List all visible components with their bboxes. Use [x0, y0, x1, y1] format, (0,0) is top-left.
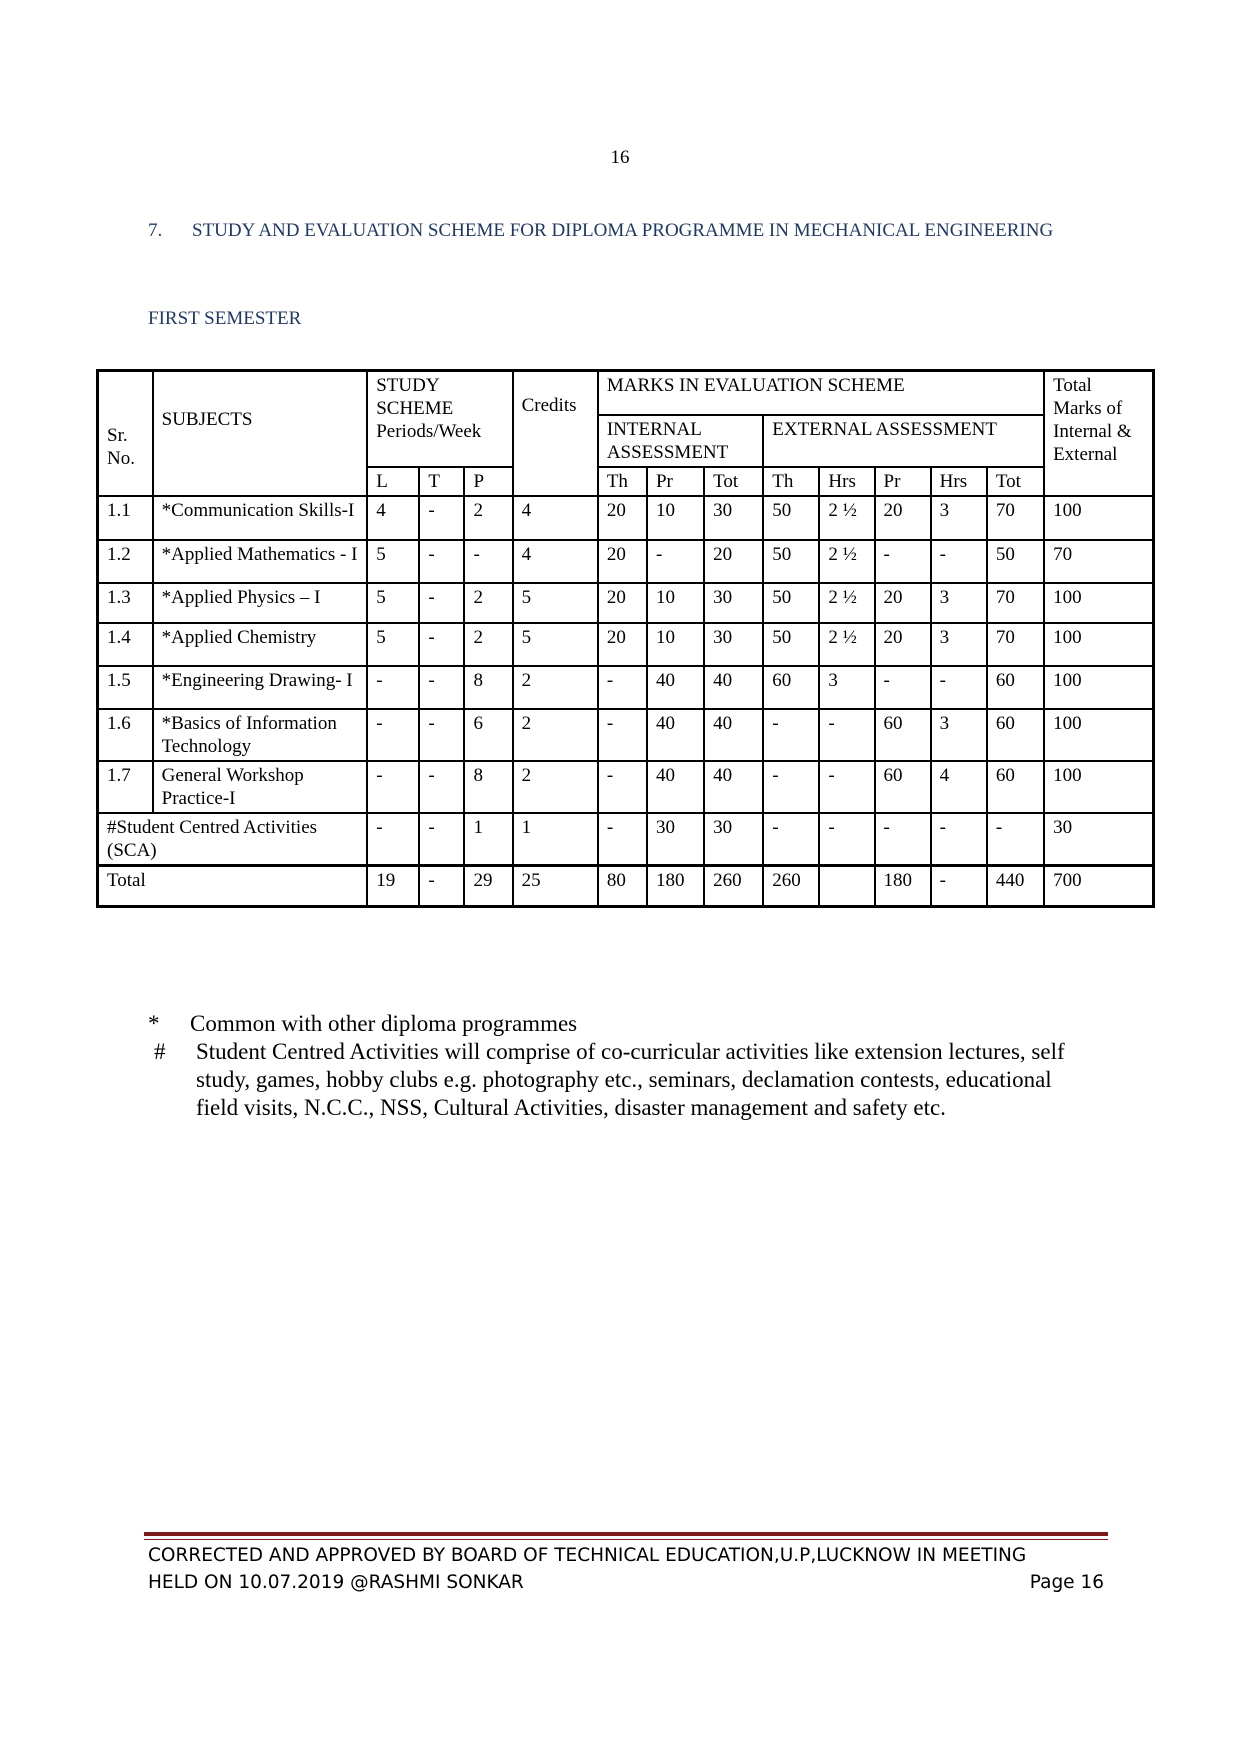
- cell-subject: *Engineering Drawing- I: [153, 666, 368, 709]
- cell-ext-hrs: 3: [931, 496, 987, 540]
- cell-ext-hrs: 2 ½: [819, 540, 874, 583]
- cell-ext-th: 50: [763, 540, 819, 583]
- cell-ext-pr: 60: [875, 761, 931, 813]
- cell-int-th: 80: [598, 865, 647, 906]
- table-row: [98, 761, 1154, 813]
- cell-total: 100: [1044, 583, 1153, 623]
- cell-l: -: [367, 813, 419, 866]
- cell-total: 700: [1044, 865, 1153, 906]
- table-row: [98, 540, 1154, 583]
- cell-label: #Student Centred Activities (SCA): [98, 813, 368, 866]
- cell-total: 30: [1044, 813, 1153, 866]
- semester-heading: FIRST SEMESTER: [148, 308, 302, 329]
- cell-ext-tot: 60: [987, 709, 1044, 761]
- header-int-tot: Tot: [704, 467, 763, 496]
- cell-ext-hrs: 3: [931, 623, 987, 666]
- header-p: P: [464, 467, 512, 496]
- cell-int-th: 20: [598, 623, 647, 666]
- footnote-text: Student Centred Activities will comprise of co-curricular activities like extension lectures, self study, games, hobby clubs e.g. photography etc., seminars, declamation contests, educational field visits, N.C.C., NSS, Cultural Activities, disaster management and safety etc.: [196, 1039, 1065, 1120]
- cell-int-tot: 260: [704, 865, 763, 906]
- cell-ext-hrs: [819, 865, 874, 906]
- cell-l: -: [367, 709, 419, 761]
- cell-ext-pr: 20: [875, 623, 931, 666]
- cell-int-tot: 40: [704, 761, 763, 813]
- cell-int-pr: 40: [647, 709, 704, 761]
- header-ext-hrs: Hrs: [819, 467, 874, 496]
- cell-sr-no: 1.6: [98, 709, 153, 761]
- section-heading: [148, 220, 1053, 242]
- cell-ext-hrs: 4: [931, 761, 987, 813]
- section-number: 7.: [148, 220, 163, 241]
- cell-ext-hrs: -: [931, 540, 987, 583]
- cell-sr-no: 1.7: [98, 761, 153, 813]
- footnote-mark: #: [154, 1039, 166, 1064]
- cell-t: -: [419, 666, 464, 709]
- cell-ext-tot: 70: [987, 623, 1044, 666]
- header-ext-tot: Tot: [987, 467, 1044, 496]
- cell-l: -: [367, 761, 419, 813]
- page-number: 16: [610, 147, 630, 168]
- cell-sr-no: 1.4: [98, 623, 153, 666]
- footer-page-label: Page 16: [1029, 1572, 1104, 1593]
- cell-credits: 4: [513, 496, 598, 540]
- header-l: L: [367, 467, 419, 496]
- cell-subject: *Applied Mathematics - I: [153, 540, 368, 583]
- cell-int-th: 20: [598, 540, 647, 583]
- header-sr-no: Sr. No.: [98, 371, 153, 496]
- cell-credits: 25: [513, 865, 598, 906]
- cell-int-th: 20: [598, 496, 647, 540]
- cell-int-pr: 40: [647, 666, 704, 709]
- footer-line2: HELD ON 10.07.2019 @RASHMI SONKAR: [148, 1572, 524, 1593]
- cell-t: -: [419, 540, 464, 583]
- cell-ext-th: 260: [763, 865, 819, 906]
- cell-p: 8: [464, 666, 512, 709]
- cell-credits: 1: [513, 813, 598, 866]
- footer-rule: [144, 1532, 1108, 1536]
- cell-int-th: 20: [598, 583, 647, 623]
- cell-t: -: [419, 813, 464, 866]
- cell-t: -: [419, 496, 464, 540]
- cell-int-th: -: [598, 761, 647, 813]
- cell-sr-no: 1.2: [98, 540, 153, 583]
- cell-subject: *Applied Chemistry: [153, 623, 368, 666]
- cell-t: -: [419, 623, 464, 666]
- cell-ext-tot: -: [987, 813, 1044, 866]
- cell-ext-th: -: [763, 709, 819, 761]
- cell-ext-pr: 180: [875, 865, 931, 906]
- cell-total: 100: [1044, 623, 1153, 666]
- cell-sr-no: 1.5: [98, 666, 153, 709]
- footer-rule: [144, 1539, 1108, 1540]
- cell-subject: General Workshop Practice-I: [153, 761, 368, 813]
- header-subjects: SUBJECTS: [153, 371, 368, 496]
- cell-ext-pr: -: [875, 540, 931, 583]
- cell-ext-pr: -: [875, 666, 931, 709]
- cell-p: 2: [464, 496, 512, 540]
- cell-ext-th: -: [763, 813, 819, 866]
- cell-int-tot: 40: [704, 709, 763, 761]
- header-marks: MARKS IN EVALUATION SCHEME: [598, 371, 1044, 415]
- cell-ext-hrs: -: [819, 709, 874, 761]
- cell-t: -: [419, 865, 464, 906]
- header-ext-th: Th: [763, 467, 819, 496]
- header-ext-pr: Pr: [875, 467, 931, 496]
- cell-ext-hrs: 3: [819, 666, 874, 709]
- table-row: [98, 623, 1154, 666]
- cell-ext-tot: 60: [987, 666, 1044, 709]
- cell-ext-tot: 70: [987, 583, 1044, 623]
- cell-ext-hrs: 2 ½: [819, 496, 874, 540]
- cell-ext-th: -: [763, 761, 819, 813]
- total-row: [98, 865, 1154, 906]
- cell-ext-tot: 60: [987, 761, 1044, 813]
- header-total-marks: Total Marks of Internal & External: [1044, 371, 1153, 496]
- header-t: T: [419, 467, 464, 496]
- cell-ext-hrs: 2 ½: [819, 583, 874, 623]
- footnote-common: [148, 1010, 1098, 1038]
- footer: [148, 1542, 1104, 1596]
- section-title: STUDY AND EVALUATION SCHEME FOR DIPLOMA PROGRAMME IN MECHANICAL ENGINEERING: [192, 220, 1054, 241]
- cell-ext-hrs: 3: [931, 583, 987, 623]
- cell-int-tot: 30: [704, 813, 763, 866]
- cell-credits: 2: [513, 761, 598, 813]
- cell-int-pr: 10: [647, 496, 704, 540]
- cell-int-tot: 30: [704, 496, 763, 540]
- footnotes: [148, 1010, 1098, 1122]
- cell-ext-tot: 50: [987, 540, 1044, 583]
- cell-l: 4: [367, 496, 419, 540]
- cell-int-pr: -: [647, 540, 704, 583]
- cell-ext-hrs: 3: [931, 709, 987, 761]
- cell-ext-th: 60: [763, 666, 819, 709]
- evaluation-scheme-table: [96, 369, 1155, 908]
- cell-total: 100: [1044, 496, 1153, 540]
- header-study-scheme: STUDY SCHEME Periods/Week: [367, 371, 512, 467]
- cell-ext-th: 50: [763, 583, 819, 623]
- cell-ext-tot: 70: [987, 496, 1044, 540]
- cell-subject: *Basics of Information Technology: [153, 709, 368, 761]
- cell-total: 70: [1044, 540, 1153, 583]
- cell-int-pr: 10: [647, 583, 704, 623]
- header-credits: Credits: [513, 371, 598, 496]
- table-row: [98, 709, 1154, 761]
- header-ext-hrs: Hrs: [931, 467, 987, 496]
- cell-int-th: -: [598, 709, 647, 761]
- table-row: [98, 583, 1154, 623]
- cell-l: 5: [367, 583, 419, 623]
- header-int-pr: Pr: [647, 467, 704, 496]
- footnote-sca: [148, 1038, 1098, 1122]
- cell-ext-hrs: -: [931, 865, 987, 906]
- footer-line1: CORRECTED AND APPROVED BY BOARD OF TECHNICAL EDUCATION,U.P,LUCKNOW IN MEETING: [148, 1545, 1027, 1566]
- cell-int-pr: 40: [647, 761, 704, 813]
- cell-ext-hrs: -: [819, 761, 874, 813]
- cell-int-pr: 10: [647, 623, 704, 666]
- cell-subject: *Applied Physics – I: [153, 583, 368, 623]
- cell-ext-tot: 440: [987, 865, 1044, 906]
- cell-int-tot: 20: [704, 540, 763, 583]
- cell-t: -: [419, 709, 464, 761]
- table-row: [98, 666, 1154, 709]
- cell-ext-th: 50: [763, 496, 819, 540]
- cell-sr-no: 1.1: [98, 496, 153, 540]
- cell-ext-pr: 60: [875, 709, 931, 761]
- cell-credits: 5: [513, 583, 598, 623]
- cell-int-pr: 30: [647, 813, 704, 866]
- cell-ext-hrs: -: [819, 813, 874, 866]
- cell-int-pr: 180: [647, 865, 704, 906]
- cell-p: 2: [464, 583, 512, 623]
- cell-t: -: [419, 583, 464, 623]
- footnote-text: Common with other diploma programmes: [190, 1011, 578, 1036]
- cell-t: -: [419, 761, 464, 813]
- cell-p: 29: [464, 865, 512, 906]
- cell-p: -: [464, 540, 512, 583]
- cell-sr-no: 1.3: [98, 583, 153, 623]
- cell-int-th: -: [598, 813, 647, 866]
- cell-p: 2: [464, 623, 512, 666]
- cell-p: 6: [464, 709, 512, 761]
- header-external: EXTERNAL ASSESSMENT: [763, 415, 1044, 467]
- cell-ext-hrs: 2 ½: [819, 623, 874, 666]
- cell-ext-hrs: -: [931, 813, 987, 866]
- cell-credits: 2: [513, 666, 598, 709]
- cell-credits: 2: [513, 709, 598, 761]
- cell-l: 19: [367, 865, 419, 906]
- cell-total: 100: [1044, 666, 1153, 709]
- cell-int-th: -: [598, 666, 647, 709]
- cell-credits: 4: [513, 540, 598, 583]
- cell-subject: *Communication Skills-I: [153, 496, 368, 540]
- cell-int-tot: 30: [704, 623, 763, 666]
- cell-l: 5: [367, 623, 419, 666]
- cell-ext-pr: 20: [875, 496, 931, 540]
- cell-ext-th: 50: [763, 623, 819, 666]
- cell-l: -: [367, 666, 419, 709]
- cell-l: 5: [367, 540, 419, 583]
- cell-p: 1: [464, 813, 512, 866]
- footnote-mark: *: [148, 1011, 160, 1036]
- cell-label: Total: [98, 865, 368, 906]
- cell-total: 100: [1044, 761, 1153, 813]
- cell-credits: 5: [513, 623, 598, 666]
- cell-ext-hrs: -: [931, 666, 987, 709]
- cell-ext-pr: -: [875, 813, 931, 866]
- header-internal: INTERNAL ASSESSMENT: [598, 415, 763, 467]
- header-int-th: Th: [598, 467, 647, 496]
- cell-total: 100: [1044, 709, 1153, 761]
- cell-int-tot: 40: [704, 666, 763, 709]
- table-row: [98, 496, 1154, 540]
- cell-int-tot: 30: [704, 583, 763, 623]
- sca-row: [98, 813, 1154, 866]
- cell-p: 8: [464, 761, 512, 813]
- cell-ext-pr: 20: [875, 583, 931, 623]
